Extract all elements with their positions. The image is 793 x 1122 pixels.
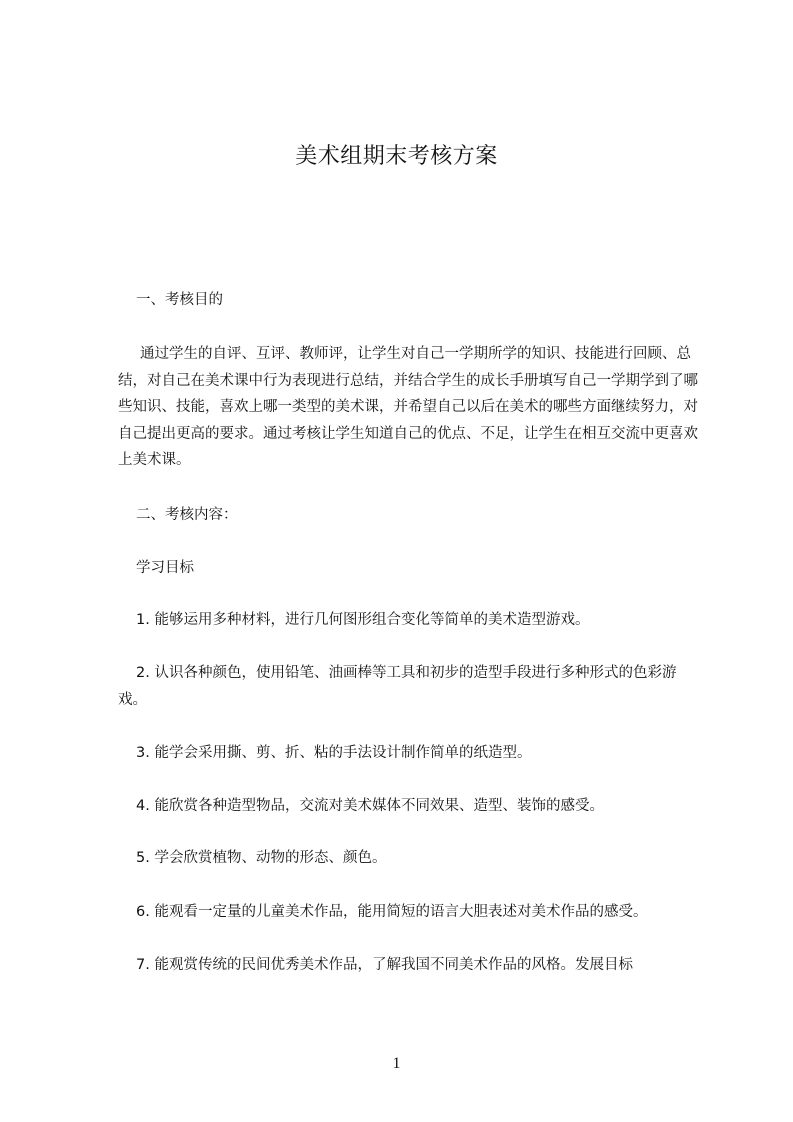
goal-item-2: 2. 认识各种颜色，使用铅笔、油画棒等工具和初步的造型手段进行多种形式的色彩游戏。 (118, 665, 677, 708)
goal-item-1: 1. 能够运用多种材料，进行几何图形组合变化等简单的美术造型游戏。 (136, 612, 590, 628)
document-title: 美术组期末考核方案 (295, 144, 498, 169)
goal-item-7: 7. 能观赏传统的民间优秀美术作品，了解我国不同美术作品的风格。发展目标 (136, 957, 633, 973)
goal-item-6: 6. 能观看一定量的儿童美术作品，能用简短的语言大胆表述对美术作品的感受。 (136, 904, 648, 920)
section-body-purpose: 通过学生的自评、互评、教师评，让学生对自己一学期所学的知识、技能进行回顾、总结，对自己在美术课中行为表现进行总结，并结合学生的成长手册填写自己一学期学到了哪些知识、技能，喜欢上哪一类型的美术课，并希望自己以后在美术的哪些方面继续努力，对自己提出更高的要求。通过考核让学生知道自己的优点、不足，让学生在相互交流中更喜欢上美术课。 (118, 346, 698, 468)
goal-item-5: 5. 学会欣赏植物、动物的形态、颜色。 (136, 850, 387, 866)
section-heading-content: 二、考核内容： (136, 507, 238, 523)
goal-item-4: 4. 能欣赏各种造型物品，交流对美术媒体不同效果、造型、装饰的感受。 (136, 798, 604, 814)
goal-item-3: 3. 能学会采用撕、剪、折、粘的手法设计制作简单的纸造型。 (136, 745, 532, 761)
learning-goals-heading: 学习目标 (136, 560, 194, 576)
page-number: 1 (392, 1055, 401, 1072)
section-heading-purpose: 一、考核目的 (136, 292, 223, 308)
